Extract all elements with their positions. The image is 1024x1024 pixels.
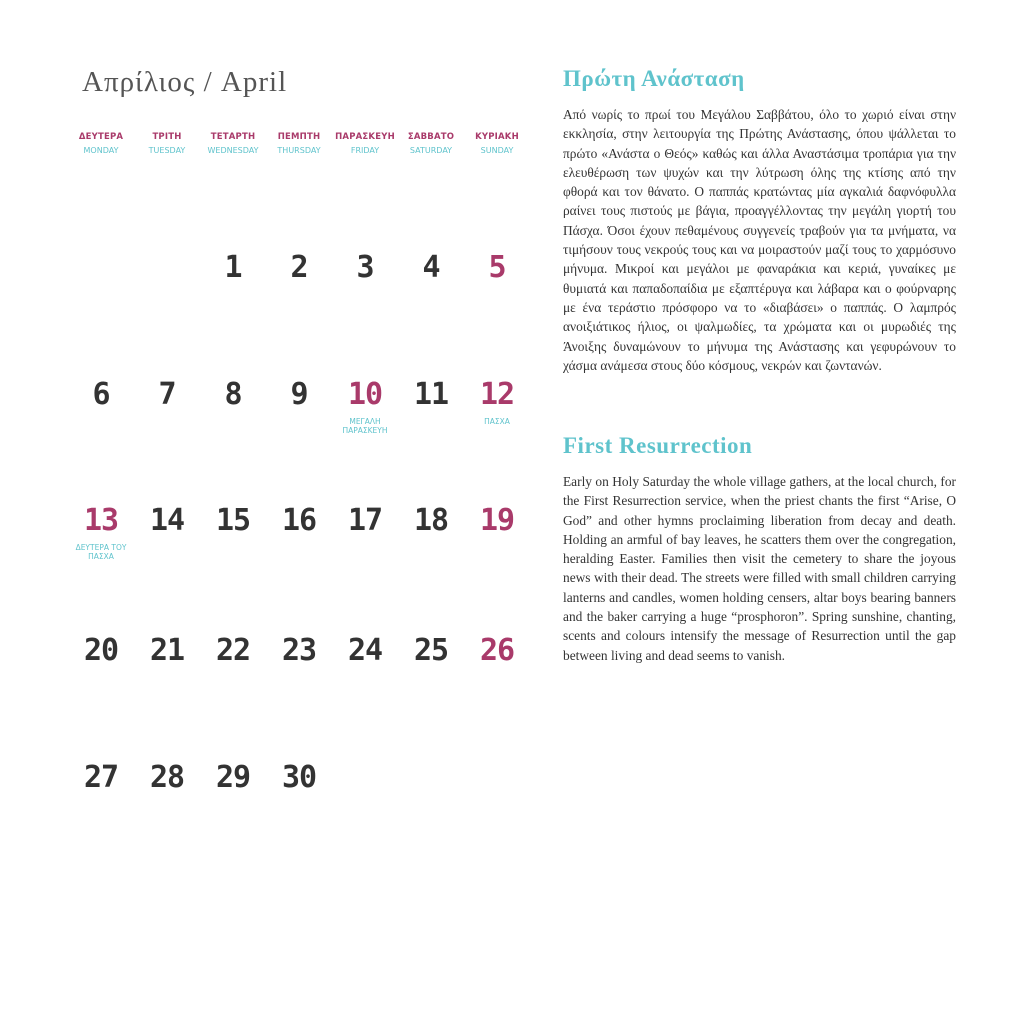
calendar-day-cell [200, 760, 266, 796]
calendar-day-cell [68, 503, 134, 561]
day-number: 25 [413, 633, 449, 668]
calendar-day-cell [464, 377, 530, 435]
day-number: 21 [149, 633, 185, 668]
calendar-day-cell [134, 633, 200, 669]
calendar-day-cell [464, 633, 530, 669]
day-number: 15 [215, 503, 251, 538]
weekday-saturday [398, 132, 464, 155]
weekday-greek: ΣΑΒΒΑΤΟ [407, 132, 455, 142]
weekday-greek: ΠΑΡΑΣΚΕΥΗ [335, 132, 395, 142]
day-number: 18 [413, 503, 449, 538]
calendar-day-cell [266, 377, 332, 435]
calendar-day-cell [134, 250, 200, 286]
calendar-day-cell [200, 377, 266, 435]
calendar-day-cell [266, 503, 332, 561]
calendar-day-cell [266, 760, 332, 796]
day-number: 22 [215, 633, 251, 668]
calendar-day-cell [266, 250, 332, 286]
weekday-english: TUESDAY [148, 146, 186, 155]
weekday-wednesday [200, 132, 266, 155]
weekday-tuesday [134, 132, 200, 155]
calendar-week [68, 503, 530, 561]
month-title: Απρίλιος / April [82, 66, 288, 98]
calendar-day-cell [398, 503, 464, 561]
weekday-sunday [464, 132, 530, 155]
calendar-day-cell [398, 633, 464, 669]
weekday-greek: ΠΕΜΠΤΗ [277, 132, 321, 142]
calendar-day-cell [332, 377, 398, 435]
calendar-week [68, 250, 530, 286]
weekday-thursday [266, 132, 332, 155]
day-number: 30 [281, 760, 317, 795]
calendar-week [68, 760, 530, 796]
calendar-week [68, 633, 530, 669]
weekday-english: SATURDAY [409, 146, 453, 155]
holiday-note: ΔΕΥΤΕΡΑ ΤΟΥ ΠΑΣΧΑ [75, 543, 127, 561]
weekday-english: MONDAY [83, 146, 119, 155]
day-number: 27 [83, 760, 119, 795]
weekday-header [68, 132, 530, 155]
calendar-day-cell [68, 377, 134, 435]
english-heading: First Resurrection [563, 433, 753, 458]
weekday-greek: ΤΕΤΑΡΤΗ [210, 132, 256, 142]
day-number: 6 [92, 377, 110, 412]
day-number: 5 [488, 250, 506, 285]
weekday-english: SUNDAY [480, 146, 514, 155]
day-number: 16 [281, 503, 317, 538]
calendar-week [68, 377, 530, 435]
holiday-note: ΜΕΓΑΛΗ ΠΑΡΑΣΚΕΥΗ [342, 417, 388, 435]
calendar-day-cell [398, 760, 464, 796]
calendar-day-cell [200, 503, 266, 561]
day-number: 1 [224, 250, 242, 285]
english-paragraph: Early on Holy Saturday the whole village gathers, at the local church, for the First Resurrection service, when the priest chants the first “Arise, O God” and other hymns proclaiming liberation from decay and death. Holding an armful of bay leaves, he scatters them over the congregation, heralding Easter. Families then visit the cemetery to share the joyous news with their dead. The streets were filled with small children carrying lanterns and candles, women holding censers, altar boys bearing banners and the baker carrying a huge “prosphoron”. Spring sunshine, chanting, scents and colours intensify the message of Resurrection until the gap between living and dead seems to vanish. [563, 474, 956, 663]
calendar-day-cell [134, 503, 200, 561]
calendar-day-cell [68, 760, 134, 796]
weekday-greek: ΔΕΥΤΕΡΑ [78, 132, 124, 142]
weekday-english: FRIDAY [350, 146, 380, 155]
day-number: 19 [479, 503, 515, 538]
greek-paragraph: Από νωρίς το πρωί του Μεγάλου Σαββάτου, όλο το χωριό είναι στην εκκλησία, στην λειτουργία της Πρώτης Ανάστασης, όπου ψάλλεται το πρώτο «Ανάστα ο Θεός» καθώς και άλλα Αναστάσιμα τροπάρια για την ελευθέρωση των ψυχών και την λύτρωση όλης της κτίσης από την φθορά και τον θάνατο. Ο παππάς κρατώντας μία αγκαλιά δαφνόφυλλα ραίνει τους πιστούς με βάγια, προαγγέλλοντας την μεγάλη γιορτή του Πάσχα. Όσοι έχουν πεθαμένους συγγενείς τραβούν για τα μνήματα, να τιμήσουν τους νεκρούς τους και να μοιραστούν μαζί τους το χαρμόσυνο μήνυμα. Μικροί και μεγάλοι με φαναράκια και κεριά, γυναίκες με θυμιατά και παπαδοπαίδια με εξαπτέρυγα και λάβαρα και ο φούρναρης με ένα τεράστιο πρόσφορο να το «διαβάσει» ο παππάς. Ο λαμπρός ανοιξιάτικος ήλιος, οι ψαλμωδίες, τα χρώματα και οι μυρωδιές της Άνοιξης δυναμώνουν το μήνυμα της Ανάστασης και γεφυρώνουν το χάσμα ανάμεσα στους δύο κόσμους, νεκρών και ζωντανών. [563, 107, 956, 373]
day-number: 23 [281, 633, 317, 668]
calendar-day-cell [464, 503, 530, 561]
weekday-greek: ΤΡΙΤΗ [152, 132, 182, 142]
day-number: 14 [149, 503, 185, 538]
day-number: 26 [479, 633, 515, 668]
calendar-day-cell [398, 377, 464, 435]
day-number: 11 [413, 377, 449, 412]
holiday-note: ΠΑΣΧΑ [484, 417, 510, 426]
weekday-greek: ΚΥΡΙΑΚΗ [475, 132, 519, 142]
calendar-day-cell [200, 250, 266, 286]
calendar-day-cell [464, 760, 530, 796]
day-number: 17 [347, 503, 383, 538]
day-number: 8 [224, 377, 242, 412]
weekday-friday [332, 132, 398, 155]
calendar-day-cell [464, 250, 530, 286]
weekday-monday [68, 132, 134, 155]
greek-heading: Πρώτη Ανάσταση [563, 66, 745, 91]
day-number: 9 [290, 377, 308, 412]
calendar-day-cell [398, 250, 464, 286]
calendar-day-cell [200, 633, 266, 669]
calendar-day-cell [134, 377, 200, 435]
weekday-english: THURSDAY [277, 146, 321, 155]
day-number: 13 [83, 503, 119, 538]
day-number: 3 [356, 250, 374, 285]
calendar-day-cell [68, 250, 134, 286]
calendar-day-cell [332, 633, 398, 669]
weekday-english: WEDNESDAY [207, 146, 259, 155]
day-number: 24 [347, 633, 383, 668]
day-number: 2 [290, 250, 308, 285]
calendar-day-cell [134, 760, 200, 796]
day-number: 7 [158, 377, 176, 412]
day-number: 29 [215, 760, 251, 795]
day-number: 28 [149, 760, 185, 795]
calendar-day-cell [68, 633, 134, 669]
calendar-day-cell [332, 250, 398, 286]
calendar-day-cell [266, 633, 332, 669]
day-number: 4 [422, 250, 440, 285]
calendar-day-cell [332, 760, 398, 796]
day-number: 20 [83, 633, 119, 668]
calendar-day-cell [332, 503, 398, 561]
day-number: 10 [347, 377, 383, 412]
day-number: 12 [479, 377, 515, 412]
